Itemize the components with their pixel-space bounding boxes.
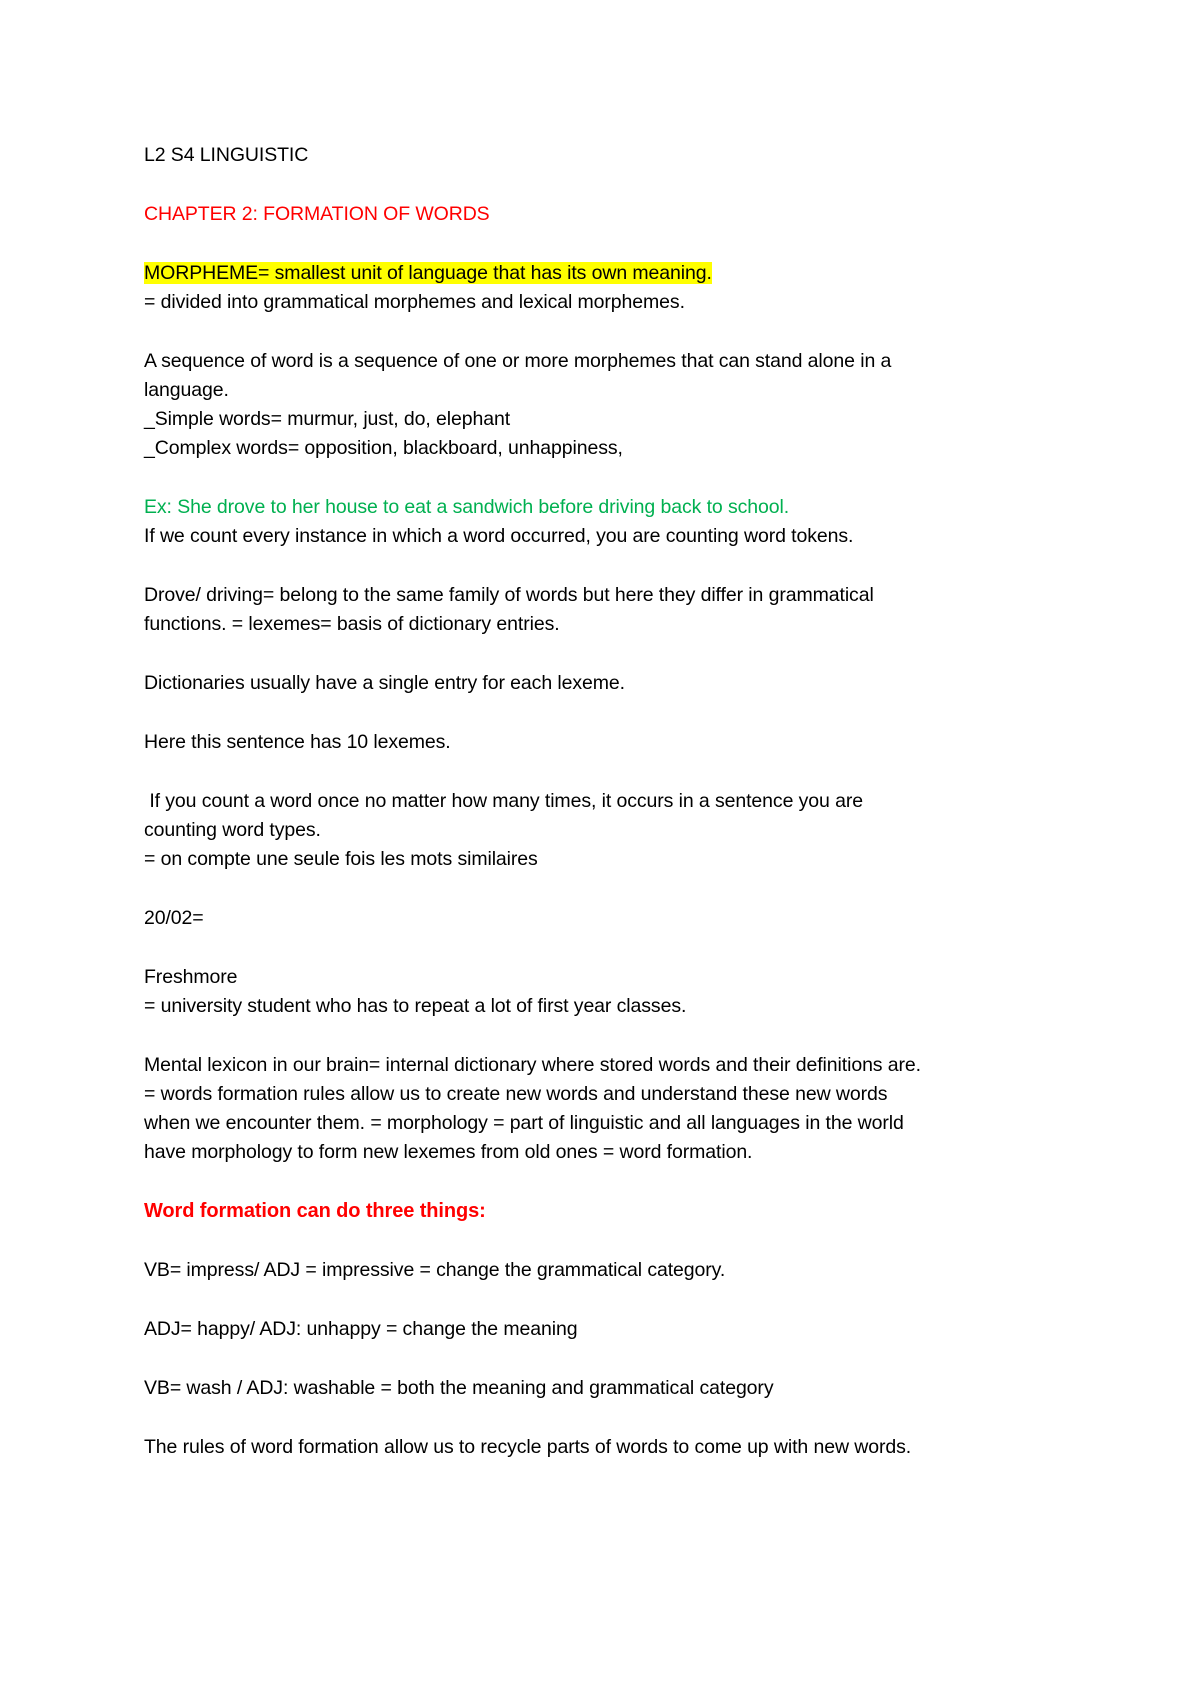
lexemes-count: Here this sentence has 10 lexemes. [144,731,451,753]
morpheme-division: = divided into grammatical morphemes and lexical morphemes. [144,291,685,313]
example-wash: VB= wash / ADJ: washable = both the meaning and grammatical category [144,1377,774,1399]
mental-lexicon-line-1: Mental lexicon in our brain= internal dictionary where stored words and their definitions are. [144,1054,921,1076]
simple-words: _Simple words= murmur, just, do, elephant [144,408,511,430]
example-sentence: Ex: She drove to her house to eat a sandwich before driving back to school. [144,496,790,518]
drove-line-1: Drove/ driving= belong to the same family of words but here they differ in grammatical [144,584,874,606]
date-note: 20/02= [144,907,204,929]
word-types-line-1: If you count a word once no matter how many times, it occurs in a sentence you are [144,790,863,812]
word-formation-heading: Word formation can do three things: [144,1200,486,1222]
sequence-line-1: A sequence of word is a sequence of one or more morphemes that can stand alone in a [144,350,892,372]
freshmore-term: Freshmore [144,966,238,988]
mental-lexicon-line-2: = words formation rules allow us to create new words and understand these new words [144,1083,888,1105]
chapter-heading: CHAPTER 2: FORMATION OF WORDS [144,203,490,225]
drove-line-2: functions. = lexemes= basis of dictionary entries. [144,613,560,635]
dictionaries-line: Dictionaries usually have a single entry for each lexeme. [144,672,625,694]
word-types-line-2: counting word types. [144,819,321,841]
rules-line: The rules of word formation allow us to recycle parts of words to come up with new words. [144,1436,912,1458]
example-happy: ADJ= happy/ ADJ: unhappy = change the meaning [144,1318,578,1340]
freshmore-definition: = university student who has to repeat a lot of first year classes. [144,995,687,1017]
mental-lexicon-line-3: when we encounter them. = morphology = part of linguistic and all languages in the world [144,1112,904,1134]
complex-words: _Complex words= opposition, blackboard, unhappiness, [144,437,623,459]
doc-title: L2 S4 LINGUISTIC [144,144,309,166]
morpheme-definition: MORPHEME= smallest unit of language that has its own meaning. [144,262,712,284]
sequence-line-2: language. [144,379,229,401]
word-tokens: If we count every instance in which a word occurred, you are counting word tokens. [144,525,854,547]
mental-lexicon-line-4: have morphology to form new lexemes from old ones = word formation. [144,1141,753,1163]
french-note: = on compte une seule fois les mots similaires [144,848,538,870]
example-impress: VB= impress/ ADJ = impressive = change the grammatical category. [144,1259,726,1281]
